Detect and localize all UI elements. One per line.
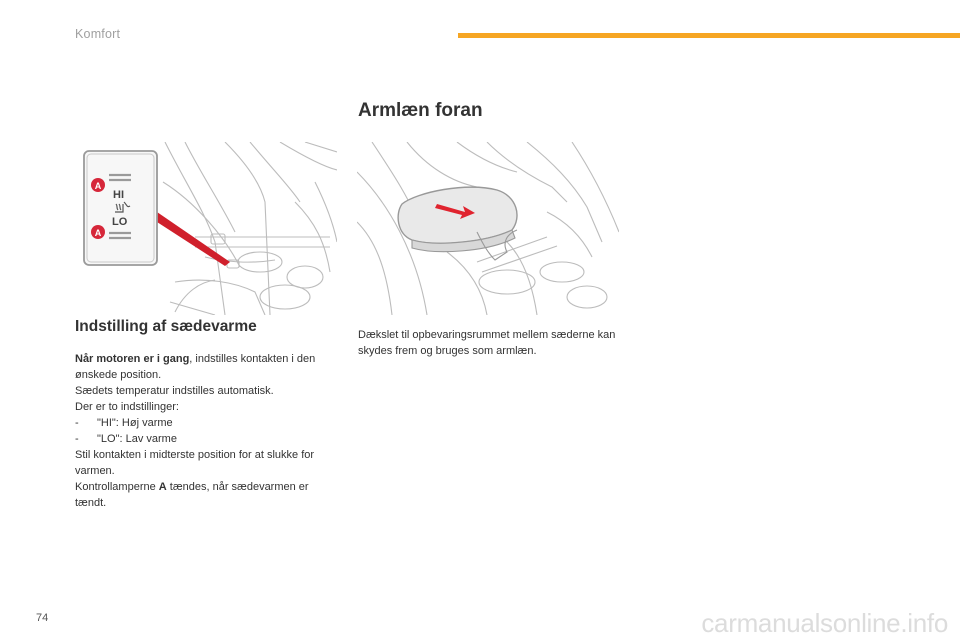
- list-text: "LO": Lav varme: [97, 433, 177, 445]
- pointer-arrow: [157, 212, 230, 266]
- paragraph: [75, 351, 330, 383]
- seat-heater-heading: Indstilling af sædevarme: [75, 318, 257, 335]
- armrest-drawing: [357, 142, 619, 315]
- list-dash: -: [75, 417, 79, 429]
- list-text: "HI": Høj varme: [97, 417, 173, 429]
- text: Kontrollamperne: [75, 481, 159, 493]
- paragraph: Der er to indstillinger:: [75, 401, 179, 413]
- armrest-heading: Armlæn foran: [358, 100, 483, 121]
- paragraph: Sædets temperatur indstilles automatisk.: [75, 385, 274, 397]
- seat-heater-illustration: [75, 142, 337, 315]
- section-label: Komfort: [75, 27, 121, 41]
- armrest-illustration: [357, 142, 619, 315]
- watermark: carmanualsonline.info: [701, 608, 948, 638]
- list-dash: -: [75, 433, 79, 445]
- header-accent-bar: [458, 33, 960, 38]
- armrest-text: [358, 327, 623, 359]
- bold-text: Når motoren er i gang: [75, 353, 190, 365]
- paragraph: Dækslet til opbevaringsrummet mellem sæderne kan skydes frem og bruges som armlæn.: [358, 329, 616, 357]
- bold-text: A: [158, 481, 167, 493]
- paragraph: [75, 479, 330, 511]
- paragraph: Stil kontakten i midterste position for at slukke for varmen.: [75, 449, 315, 477]
- text: , indstilles kontakten i den ønskede position.: [75, 353, 316, 381]
- callout-a-bottom-label: A: [94, 228, 102, 238]
- text: tændes, når sædevarmen er tændt.: [75, 481, 309, 509]
- page-number: 74: [36, 612, 49, 624]
- list-item: [75, 431, 330, 447]
- switch-lo-label: LO: [112, 216, 128, 228]
- callout-a-top-label: A: [94, 181, 102, 191]
- seat-heater-drawing: [75, 142, 337, 315]
- list-item: [75, 415, 330, 431]
- seat-heater-text: [75, 351, 330, 511]
- switch-hi-label: HI: [113, 189, 124, 201]
